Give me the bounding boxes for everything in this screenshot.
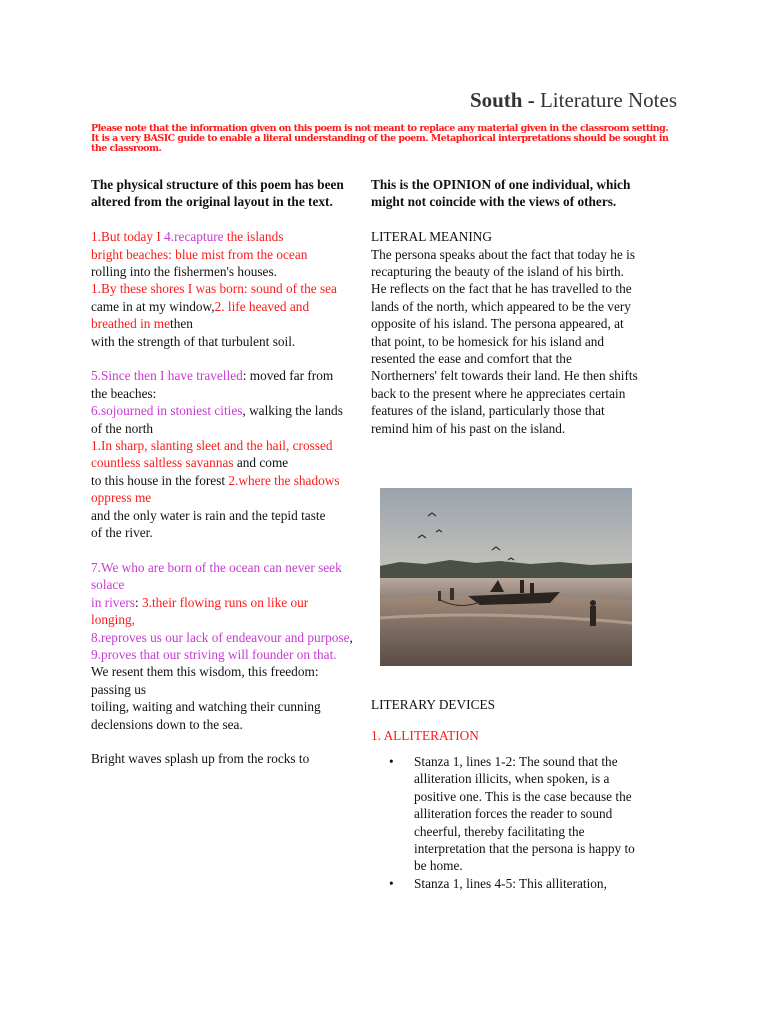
poem-text: 8.reproves us our lack of endeavour and purpose [91, 629, 350, 645]
poem-line: of the river. [91, 525, 153, 541]
poem-text: : moved far from [242, 368, 334, 384]
poem-line: and the only water is rain and the tepid taste [91, 507, 326, 523]
poem-text: 5.Since then I have travelled [91, 368, 243, 384]
title-rest: Literature Notes [534, 88, 677, 112]
poem-text: the islands [223, 229, 284, 245]
poem-line [91, 298, 353, 333]
notes-column [371, 176, 641, 437]
list-item: • Stanza 1, lines 1-2: The sound that the alliteration illicits, when spoken, is a positive one. This is the case because the alliteration forces the reader to sound cheerful, thereby facilitating the interpretation that the persona is happy to be home. [389, 753, 641, 875]
alliteration-list [389, 753, 641, 892]
poem-line: Bright waves splash up from the rocks to [91, 751, 310, 767]
poem-line [91, 402, 353, 437]
poem-text: : [134, 594, 142, 610]
fisherman-figure [520, 580, 524, 593]
poem-line [91, 367, 353, 384]
poem-text: in rivers [91, 594, 135, 610]
stanza-1 [91, 228, 353, 350]
poem-text: , [349, 629, 353, 645]
beach-photo-illustration [380, 488, 632, 666]
poem-text: 2. life heaved and breathed in me [91, 298, 310, 332]
poem-text: 6.sojourned in stoniest cities [91, 403, 243, 419]
poem-line: We resent them this wisdom, this freedom: passing us [91, 664, 319, 697]
poem-line: bright beaches: blue mist from the ocean [91, 246, 308, 262]
literary-devices-section [371, 683, 641, 758]
poem-text: came in at my window, [91, 298, 215, 314]
poem-line [91, 437, 353, 472]
fisherman-figure [450, 588, 454, 600]
poem-line: 7.We who are born of the ocean can never seek solace [91, 559, 342, 593]
poem-line [91, 594, 353, 629]
list-item: • Stanza 1, lines 4-5: This alliteration, [389, 875, 641, 892]
literary-devices-heading: LITERARY DEVICES [371, 697, 495, 713]
poem-line: with the strength of that turbulent soil. [91, 333, 296, 349]
poem-text: 3.their flowing runs on like our longing, [91, 594, 309, 628]
poem-text: 4.recapture [164, 229, 224, 245]
stanza-2 [91, 367, 353, 541]
poem-line: rolling into the fishermen's houses. [91, 264, 277, 280]
disclaimer-note: Please note that the information given on this poem is not meant to replace any material given in the classroom setting. It is a very BASIC guide to enable a literal understanding of the poem. Metaphorical interpretations should be sought in the classroom. [91, 123, 669, 154]
fisherman-figure [438, 591, 441, 601]
poem-text: then [170, 316, 193, 332]
poem-text: 2.where the shadows oppress me [91, 472, 340, 506]
poem-line [91, 472, 353, 507]
poem-text: 1.But today I [91, 229, 165, 245]
poem-column [91, 176, 353, 768]
poem-line: toiling, waiting and watching their cunning declensions down to the sea. [91, 699, 321, 732]
literal-meaning-heading: LITERAL MEANING [371, 229, 493, 245]
poem-line: 9.proves that our striving will founder on that. [91, 646, 337, 662]
alliteration-heading: 1. ALLITERATION [371, 728, 479, 743]
poem-line [91, 228, 353, 245]
poem-line: 1.By these shores I was born: sound of the sea [91, 281, 337, 297]
fisherman-figure [530, 583, 534, 594]
walking-person-head [590, 600, 596, 606]
opinion-note: This is the OPINION of one individual, which might not coincide with the views of others. [371, 177, 631, 210]
page-title [470, 88, 677, 113]
literal-meaning-text: The persona speaks about the fact that today he is recapturing the beauty of the island of his birth. He reflects on the fact that he has travelled to the lands of the north, which appeared to be the very opposite of his island. The persona appeared, at that point, to be homesick for his island and resented the ease and comfort that the Northerners' felt towards their land. He then shifts back to the present where he appreciates certain features of the island, particularly those that remind him of his past on the island. [371, 246, 638, 436]
stanza-3 [91, 559, 353, 733]
walking-person [590, 606, 596, 626]
poem-line: the beaches: [91, 385, 157, 401]
poem-text: 1.In sharp, slanting sleet and the hail, crossed countless saltless savannas [91, 438, 333, 471]
poem-line [91, 629, 353, 646]
title-bold: South - [469, 88, 535, 112]
beach-fishermen-photo [380, 488, 632, 666]
structure-note: The physical structure of this poem has been altered from the original layout in the text. [91, 177, 344, 210]
poem-text: to this house in the forest [91, 472, 229, 488]
poem-text: , walking the lands of the north [91, 403, 343, 436]
poem-text: and come [233, 455, 289, 471]
